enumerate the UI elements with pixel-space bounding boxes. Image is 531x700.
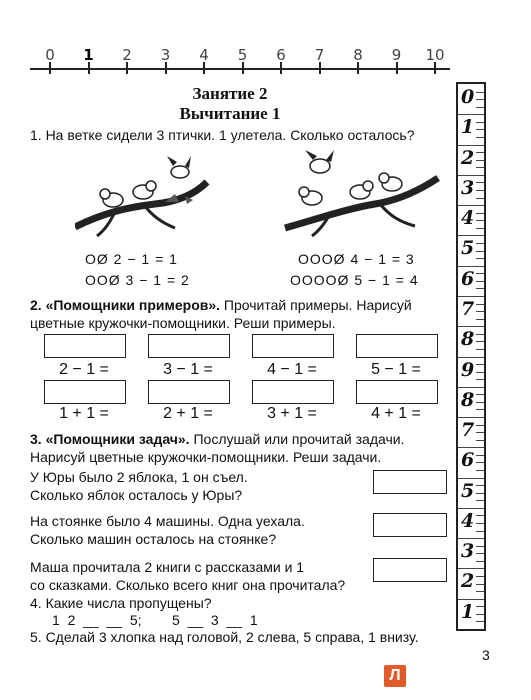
example-4-minus-1: 4 − 1 = (267, 361, 317, 378)
missing-numbers-seq2: 5 __ 3 __ 1 (172, 612, 258, 628)
ruler-tick (476, 440, 484, 441)
ruler-tick (476, 462, 484, 463)
ruler-tick (476, 553, 484, 554)
ruler-tick (476, 334, 484, 335)
ruler-line (458, 235, 484, 236)
ruler-line (458, 478, 484, 479)
ruler-tick (476, 129, 484, 130)
task5-text: 5. Сделай 3 хлопка над головой, 2 слева, 5 справа, 1 внизу. (30, 629, 419, 645)
number-line (30, 68, 450, 70)
task2-text-line1: 2. «Помощники примеров». Прочитай примеры. Нарисуй (30, 297, 412, 313)
ruler-number: 9 (461, 358, 475, 381)
birds-on-branch-picture-left (75, 152, 210, 240)
drawing-box[interactable] (148, 380, 230, 404)
example-4-plus-1: 4 + 1 = (371, 405, 421, 422)
ruler-tick (476, 99, 484, 100)
ruler-tick (476, 220, 484, 221)
ruler-tick (476, 281, 484, 282)
ruler-tick (476, 228, 484, 229)
ruler-tick (476, 288, 484, 289)
ruler-number: 7 (461, 419, 475, 442)
task1-row-1: ОØ 2 − 1 = 1 (85, 251, 178, 267)
ruler-line (458, 357, 484, 358)
ruler-line (458, 568, 484, 569)
ruler-number: 3 (461, 540, 475, 563)
ruler-tick (476, 152, 484, 153)
number-line-label: 3 (160, 46, 171, 64)
ruler-number: 4 (461, 509, 475, 532)
number-line-label: 5 (237, 46, 248, 64)
ruler-line (458, 145, 484, 146)
page-number: 3 (482, 647, 490, 663)
problem1-line2: Сколько яблок осталось у Юры? (30, 487, 243, 503)
number-line-label: 6 (276, 46, 286, 64)
ruler-line (458, 508, 484, 509)
ruler-tick (476, 122, 484, 123)
ruler-tick (476, 311, 484, 312)
ruler-tick (476, 243, 484, 244)
ruler-tick (476, 379, 484, 380)
task3-text-line1: 3. «Помощники задач». Послушай или прочитай задачи. (30, 431, 405, 447)
ruler-line (458, 447, 484, 448)
ruler-tick (476, 349, 484, 350)
example-3-plus-1: 3 + 1 = (267, 405, 317, 422)
ruler-tick (476, 319, 484, 320)
ruler-tick (476, 409, 484, 410)
ruler-tick (476, 341, 484, 342)
task1-row-4: ООООØ 5 − 1 = 4 (290, 272, 419, 288)
ruler-tick (476, 546, 484, 547)
ruler-tick (476, 523, 484, 524)
ruler-tick (476, 584, 484, 585)
ruler-tick (476, 213, 484, 214)
ruler-line (458, 538, 484, 539)
drawing-box[interactable] (252, 334, 334, 358)
example-2-plus-1: 2 + 1 = (163, 405, 213, 422)
drawing-box[interactable] (44, 380, 126, 404)
ruler-number: 3 (461, 176, 475, 199)
task2-text-line2: цветные кружочки-помощники. Реши примеры. (30, 315, 336, 331)
task1-text: 1. На ветке сидели 3 птички. 1 улетела. Сколько осталось? (30, 127, 415, 143)
task3-text-line2: Нарисуй цветные кружочки-помощники. Реши задачи. (30, 449, 382, 465)
number-line-label: 9 (391, 46, 402, 64)
ruler-line (458, 114, 484, 115)
lesson-subtitle: Вычитание 1 (179, 104, 281, 123)
answer-box-problem3[interactable] (373, 558, 447, 582)
ruler-number: 8 (461, 388, 475, 411)
task4-text: 4. Какие числа пропущены? (30, 595, 212, 611)
ruler-line (458, 417, 484, 418)
example-1-plus-1: 1 + 1 = (59, 405, 109, 422)
ruler-tick (476, 425, 484, 426)
task1-row-2: ООØ 3 − 1 = 2 (85, 272, 190, 288)
drawing-box[interactable] (148, 334, 230, 358)
ruler-line (458, 205, 484, 206)
problem2-line1: На стоянке было 4 машины. Одна уехала. (30, 513, 305, 529)
ruler-tick (476, 531, 484, 532)
ruler-tick (476, 251, 484, 252)
number-line-label: 4 (199, 46, 209, 64)
ruler-tick (476, 561, 484, 562)
answer-box-problem1[interactable] (373, 470, 447, 494)
answer-box-problem2[interactable] (373, 513, 447, 537)
ruler-tick (476, 591, 484, 592)
ruler-tick (476, 160, 484, 161)
ruler-tick (476, 455, 484, 456)
ruler-number: 7 (461, 297, 475, 320)
ruler-tick (476, 372, 484, 373)
ruler-line (458, 296, 484, 297)
ruler-tick (476, 198, 484, 199)
ruler-tick (476, 606, 484, 607)
problem3-line2: со сказками. Сколько всего книг она прочитала? (30, 577, 346, 593)
ruler-number: 5 (461, 237, 475, 260)
missing-numbers-seq1: 1 2 __ __ 5; (52, 612, 142, 628)
ruler-line (458, 599, 484, 600)
ruler-number: 0 (461, 86, 475, 108)
ruler-line (458, 175, 484, 176)
ruler-number: 6 (461, 449, 475, 472)
ruler-tick (476, 515, 484, 516)
ruler-tick (476, 107, 484, 108)
ruler-tick (476, 304, 484, 305)
ruler-tick (476, 167, 484, 168)
ruler-tick (476, 614, 484, 615)
ruler-tick (476, 493, 484, 494)
ruler-tick (476, 432, 484, 433)
ruler-line (458, 266, 484, 267)
number-line-label: 7 (314, 46, 325, 64)
lesson-title: Занятие 2 (192, 84, 268, 103)
ruler-number: 2 (461, 570, 475, 593)
vertical-number-ruler (456, 82, 486, 631)
problem2-line2: Сколько машин осталось на стоянке? (30, 531, 277, 547)
ruler-tick (476, 258, 484, 259)
task1-row-3: ОООØ 4 − 1 = 3 (298, 251, 415, 267)
ruler-tick (476, 182, 484, 183)
ruler-tick (476, 137, 484, 138)
publisher-logo-icon: Л (384, 665, 406, 687)
ruler-tick (476, 485, 484, 486)
ruler-tick (476, 394, 484, 395)
drawing-box[interactable] (356, 380, 438, 404)
ruler-tick (476, 190, 484, 191)
ruler-tick (476, 470, 484, 471)
number-line-label: 1 (83, 46, 94, 64)
problem3-line1: Маша прочитала 2 книги с рассказами и 1 (30, 559, 305, 575)
number-line-label: 8 (353, 46, 363, 64)
number-line-label: 0 (45, 46, 55, 64)
example-5-minus-1: 5 − 1 = (371, 361, 421, 378)
example-3-minus-1: 3 − 1 = (163, 361, 213, 378)
problem1-line1: У Юры было 2 яблока, 1 он съел. (30, 469, 248, 485)
ruler-tick (476, 92, 484, 93)
ruler-number: 2 (461, 146, 475, 169)
birds-on-branch-picture-right (280, 148, 440, 240)
ruler-number: 6 (461, 267, 475, 290)
ruler-tick (476, 364, 484, 365)
ruler-line (458, 326, 484, 327)
ruler-line (458, 387, 484, 388)
ruler-tick (476, 621, 484, 622)
ruler-number: 1 (461, 116, 475, 139)
ruler-number: 8 (461, 328, 475, 351)
ruler-tick (476, 576, 484, 577)
ruler-tick (476, 273, 484, 274)
number-line-label: 2 (122, 46, 132, 64)
number-line-label: 10 (425, 46, 445, 64)
example-2-minus-1: 2 − 1 = (59, 361, 109, 378)
ruler-number: 1 (461, 600, 475, 623)
ruler-number: 5 (461, 479, 475, 502)
ruler-tick (476, 402, 484, 403)
ruler-tick (476, 500, 484, 501)
drawing-box[interactable] (44, 334, 126, 358)
ruler-number: 4 (461, 207, 475, 230)
drawing-box[interactable] (356, 334, 438, 358)
drawing-box[interactable] (252, 380, 334, 404)
